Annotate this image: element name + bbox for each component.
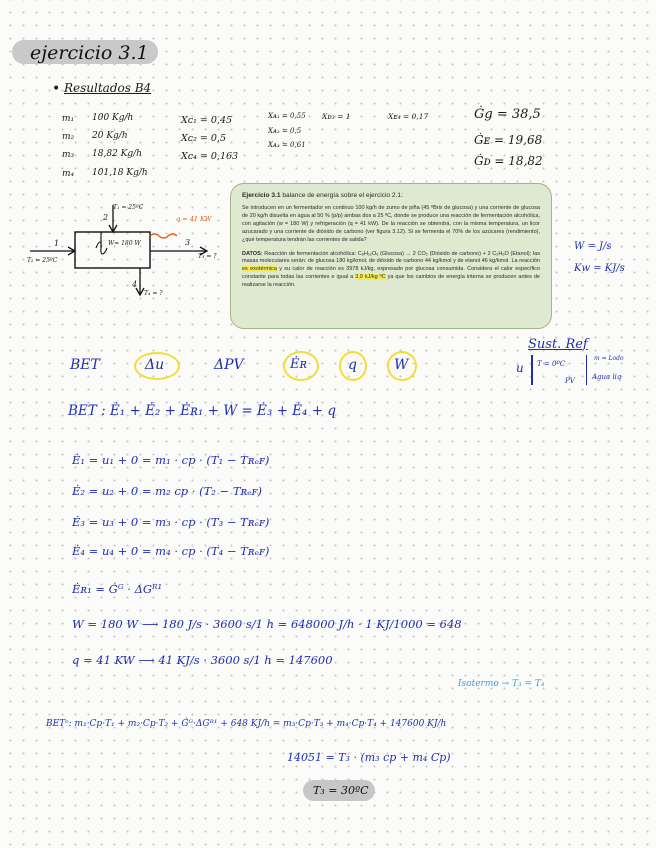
flow-value: 100 Kg/h — [92, 113, 134, 123]
flow-label: m₂ — [62, 132, 75, 142]
heat-label: q = 41 KW — [176, 215, 212, 223]
highlight-exothermic: es exotérmica — [242, 266, 277, 273]
bet-term-dpv: ΔPV — [214, 357, 244, 373]
isotherm-note: Isotermo → T₃ = T₄ — [458, 679, 545, 689]
bet-term-w: W — [394, 357, 409, 373]
flow-value: 18,82 Kg/h — [92, 149, 142, 159]
ref-divider — [586, 355, 587, 385]
fraction-xa2: Xᴀ₂ = 0,5 — [268, 127, 302, 135]
energy-eq-2: Ė₂ = u₂ + 0 = m₂ cp · (T₂ − Tʀₑꜰ) — [72, 484, 263, 498]
reaction-eq: Ėʀ₁ = Ġᴳ · ΔGᴿ¹ — [72, 582, 163, 596]
temp-t4: T₄ = ? — [144, 290, 163, 297]
flow-value: 20 Kg/h — [92, 131, 128, 141]
flow-label: m₃ — [62, 150, 75, 160]
bet-term-q: q — [348, 357, 357, 373]
fraction-xe4: Xᴇ₄ = 0,17 — [388, 112, 429, 121]
unit-w: W = J/s — [574, 241, 612, 252]
fraction-xc2: Xᴄ₂ = 0,5 — [181, 133, 226, 144]
gen-glucose: Ġg = 38,5 — [474, 107, 541, 122]
ref-u: u — [516, 361, 524, 375]
fraction-xd3: Xᴅ₃ = 1 — [322, 112, 351, 121]
bet-equation: BET : Ė₁ + Ė₂ + Ėʀ₁ + W = Ė₃ + Ė₄ + q — [68, 403, 336, 419]
work-conversion: W = 180 W ⟶ 180 J/s · 3600 s/1 h = 648000 J/h · 1 KJ/1000 = 648 — [72, 617, 462, 631]
heat-wave — [150, 234, 177, 238]
page-title: ejercicio 3.1 — [30, 42, 149, 64]
ref-bracket — [531, 355, 533, 385]
highlight-cp: 3.9 kJ/kg ºC — [355, 274, 386, 281]
temp-t3: T₃ = ? — [198, 253, 217, 260]
problem-card — [230, 183, 552, 329]
gen-ethanol: Ġᴇ = 19,68 — [474, 133, 543, 147]
card-data: DATOS: Reacción de fermentación alcohólica: C₆H₁₂O₆ (Glucosa) → 2 CO₂ (Dióxido de carbono) + 2 C₂H₆O (Etanol); las masas moleculares serán: de glucosa 180 kg/kmol, de dióxido de carbono 44 kg/kmol y de etanol 46 kg/kmol. La reacción es exotérmica y su calor de reacción es 3978 kJ/kg, expresado por glucosa consumida. Considera el calor específico constante para todas las corrientes e igual a 3.9 kJ/kg ºC ya que los cambios de energía interna se producen antes de realizarse la reacción. — [242, 250, 540, 289]
fraction-xc4: Xᴄ₄ = 0,163 — [181, 151, 239, 162]
bet-term-du: Δu — [145, 357, 165, 373]
energy-eq-3: Ė₃ = u₃ + 0 = m₃ · cp · (T₃ − Tʀₑꜰ) — [72, 515, 270, 529]
bet-label: BET — [70, 357, 100, 373]
unit-kw: Kw = KJ/s — [574, 263, 625, 274]
stream-number: 3 — [185, 238, 191, 247]
reactor-box — [75, 232, 150, 268]
final-balance-2: 14051 = T₃ · (m₃ cp + m₄ Cp) — [287, 751, 451, 764]
fraction-xa1: Xᴀ₁ = 0,55 — [268, 112, 306, 120]
final-balance: BETᵒ: m₁·Cp·T₁ + m₂·Cp·T₂ + Ġᴳ·ΔGᴿ¹ + 648 KJ/h = m₃·Cp·T₃ + m₄·Cp·T₄ + 147600 KJ/h — [46, 719, 447, 729]
stream-number: 2 — [103, 213, 109, 222]
card-body: Se introducen en un fermentador en continuo 100 kg/h de zumo de piña (45 ºBrix de glucosa) y una corriente de glucosa de 20 kg/h disuelta en agua al 50 % (p/p) ambas dos a 25 ºC, donde se produce una reacción de fermentación alcohólica, con agitación (w = 180 W) y refrigeración (q = 41 kW). De la reacción se obtendrá, con la misma temperatura, un licor azucarado y una corriente de dióxido de carbono (ver figura 3.12). Si se fermenta el 70% de los azúcares (rendimiento), ¿qué temperatura tendrán las corrientes de salida? — [242, 205, 540, 243]
bet-term-er: Ėʀ — [290, 357, 308, 372]
stream-number: 4 — [132, 280, 138, 289]
ref-heading: Sust. Ref — [528, 337, 588, 352]
fraction-xa4: Xᴀ₄ = 0,61 — [268, 141, 306, 149]
ref-temp: T = 0ºC — [537, 360, 566, 368]
temp-t2: T₂ = 25ºC — [27, 257, 58, 264]
flow-value: 101,18 Kg/h — [92, 168, 148, 178]
ref-var1: m = Lodo — [594, 355, 624, 362]
energy-eq-1: Ė₁ = u₁ + 0 = m₁ · cp · (T₁ − Tʀₑꜰ) — [72, 453, 270, 467]
ref-var2: PV — [565, 377, 575, 385]
gen-co2: Ġᴅ = 18,82 — [474, 154, 543, 168]
fraction-xc1: Xᴄ₁ = 0,45 — [181, 115, 233, 126]
ref-var3: Agua liq — [592, 373, 622, 381]
stream-number: 1 — [54, 239, 60, 248]
heat-conversion: q = 41 KW ⟶ 41 KJ/s · 3600 s/1 h = 147600 — [72, 653, 333, 667]
bullet: • — [52, 81, 61, 97]
answer: T₃ = 30ºC — [313, 784, 369, 797]
work-label: W= 180 W — [108, 240, 141, 247]
temp-t1: T₁ = 25ºC — [113, 204, 144, 211]
results-heading: Resultados B4 — [64, 81, 152, 95]
flow-label: m₄ — [62, 169, 75, 179]
flow-label: m₁ — [62, 114, 75, 124]
card-heading: Ejercicio 3.1 balance de energía sobre el ejercicio 2.1: — [242, 192, 403, 199]
energy-eq-4: Ė₄ = u₄ + 0 = m₄ · cp · (T₄ − Tʀₑꜰ) — [72, 544, 270, 558]
